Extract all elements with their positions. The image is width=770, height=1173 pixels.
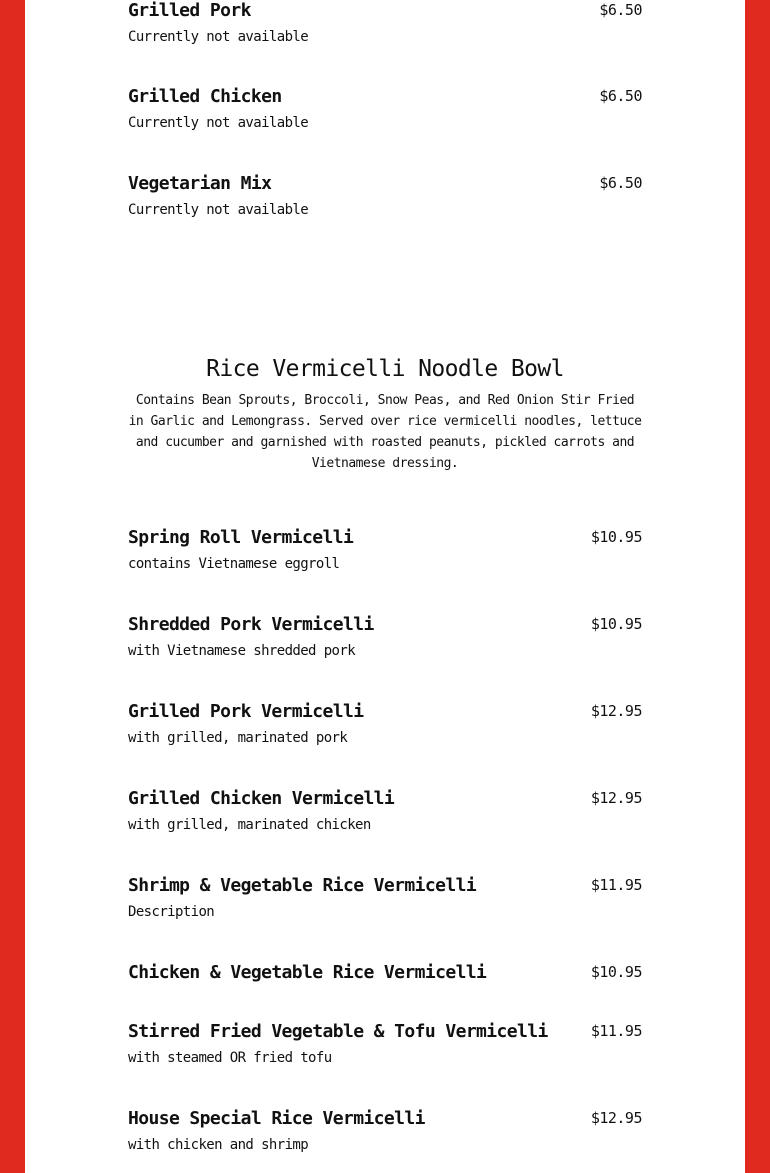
menu-item-name: House Special Rice Vermicelli	[128, 1108, 425, 1129]
menu-item-price: $11.95	[590, 876, 642, 894]
menu-item-description: Description	[128, 904, 215, 920]
menu-item-price: $6.50	[599, 174, 642, 192]
menu-item-price: $6.50	[599, 87, 642, 105]
menu-item-price: $12.95	[590, 1109, 642, 1127]
menu-item-description: with grilled, marinated chicken	[128, 817, 371, 833]
menu-item-description: with chicken and shrimp	[128, 1137, 309, 1153]
menu-item-name: Spring Roll Vermicelli	[128, 527, 354, 548]
menu-item-price: $10.95	[590, 528, 642, 546]
menu-item-name: Grilled Chicken	[128, 86, 282, 107]
menu-item-description: Currently not available	[128, 115, 309, 131]
menu-item-name: Chicken & Vegetable Rice Vermicelli	[128, 962, 487, 983]
menu-item-price: $10.95	[590, 615, 642, 633]
menu-item-price: $6.50	[599, 1, 642, 19]
menu-item-description: Currently not available	[128, 29, 309, 45]
menu-item-description: contains Vietnamese eggroll	[128, 556, 340, 572]
menu-item-price: $12.95	[590, 789, 642, 807]
menu-item-price: $11.95	[590, 1022, 642, 1040]
menu-item-description: with steamed OR fried tofu	[128, 1050, 332, 1066]
menu-item-name: Shredded Pork Vermicelli	[128, 614, 374, 635]
menu-item-name: Grilled Pork	[128, 0, 251, 21]
menu-item-price: $12.95	[590, 702, 642, 720]
menu-item-price: $10.95	[590, 963, 642, 981]
menu-item-name: Stirred Fried Vegetable & Tofu Vermicelli	[128, 1021, 548, 1042]
menu-item-name: Grilled Pork Vermicelli	[128, 701, 364, 722]
menu-item-name: Vegetarian Mix	[128, 173, 272, 194]
menu-item-name: Grilled Chicken Vermicelli	[128, 788, 395, 809]
menu-item-name: Shrimp & Vegetable Rice Vermicelli	[128, 875, 477, 896]
menu-item-description: with grilled, marinated pork	[128, 730, 348, 746]
section-description: Contains Bean Sprouts, Broccoli, Snow Peas, and Red Onion Stir Fried in Garlic and Lemongrass. Served over rice vermicelli noodles, lettuce and cucumber and garnished with roasted peanuts, pickled carrots and Vietnamese dressing.	[128, 393, 642, 471]
menu-item-description: Currently not available	[128, 202, 309, 218]
menu-item-description: with Vietnamese shredded pork	[128, 643, 356, 659]
section-title: Rice Vermicelli Noodle Bowl	[206, 356, 564, 382]
